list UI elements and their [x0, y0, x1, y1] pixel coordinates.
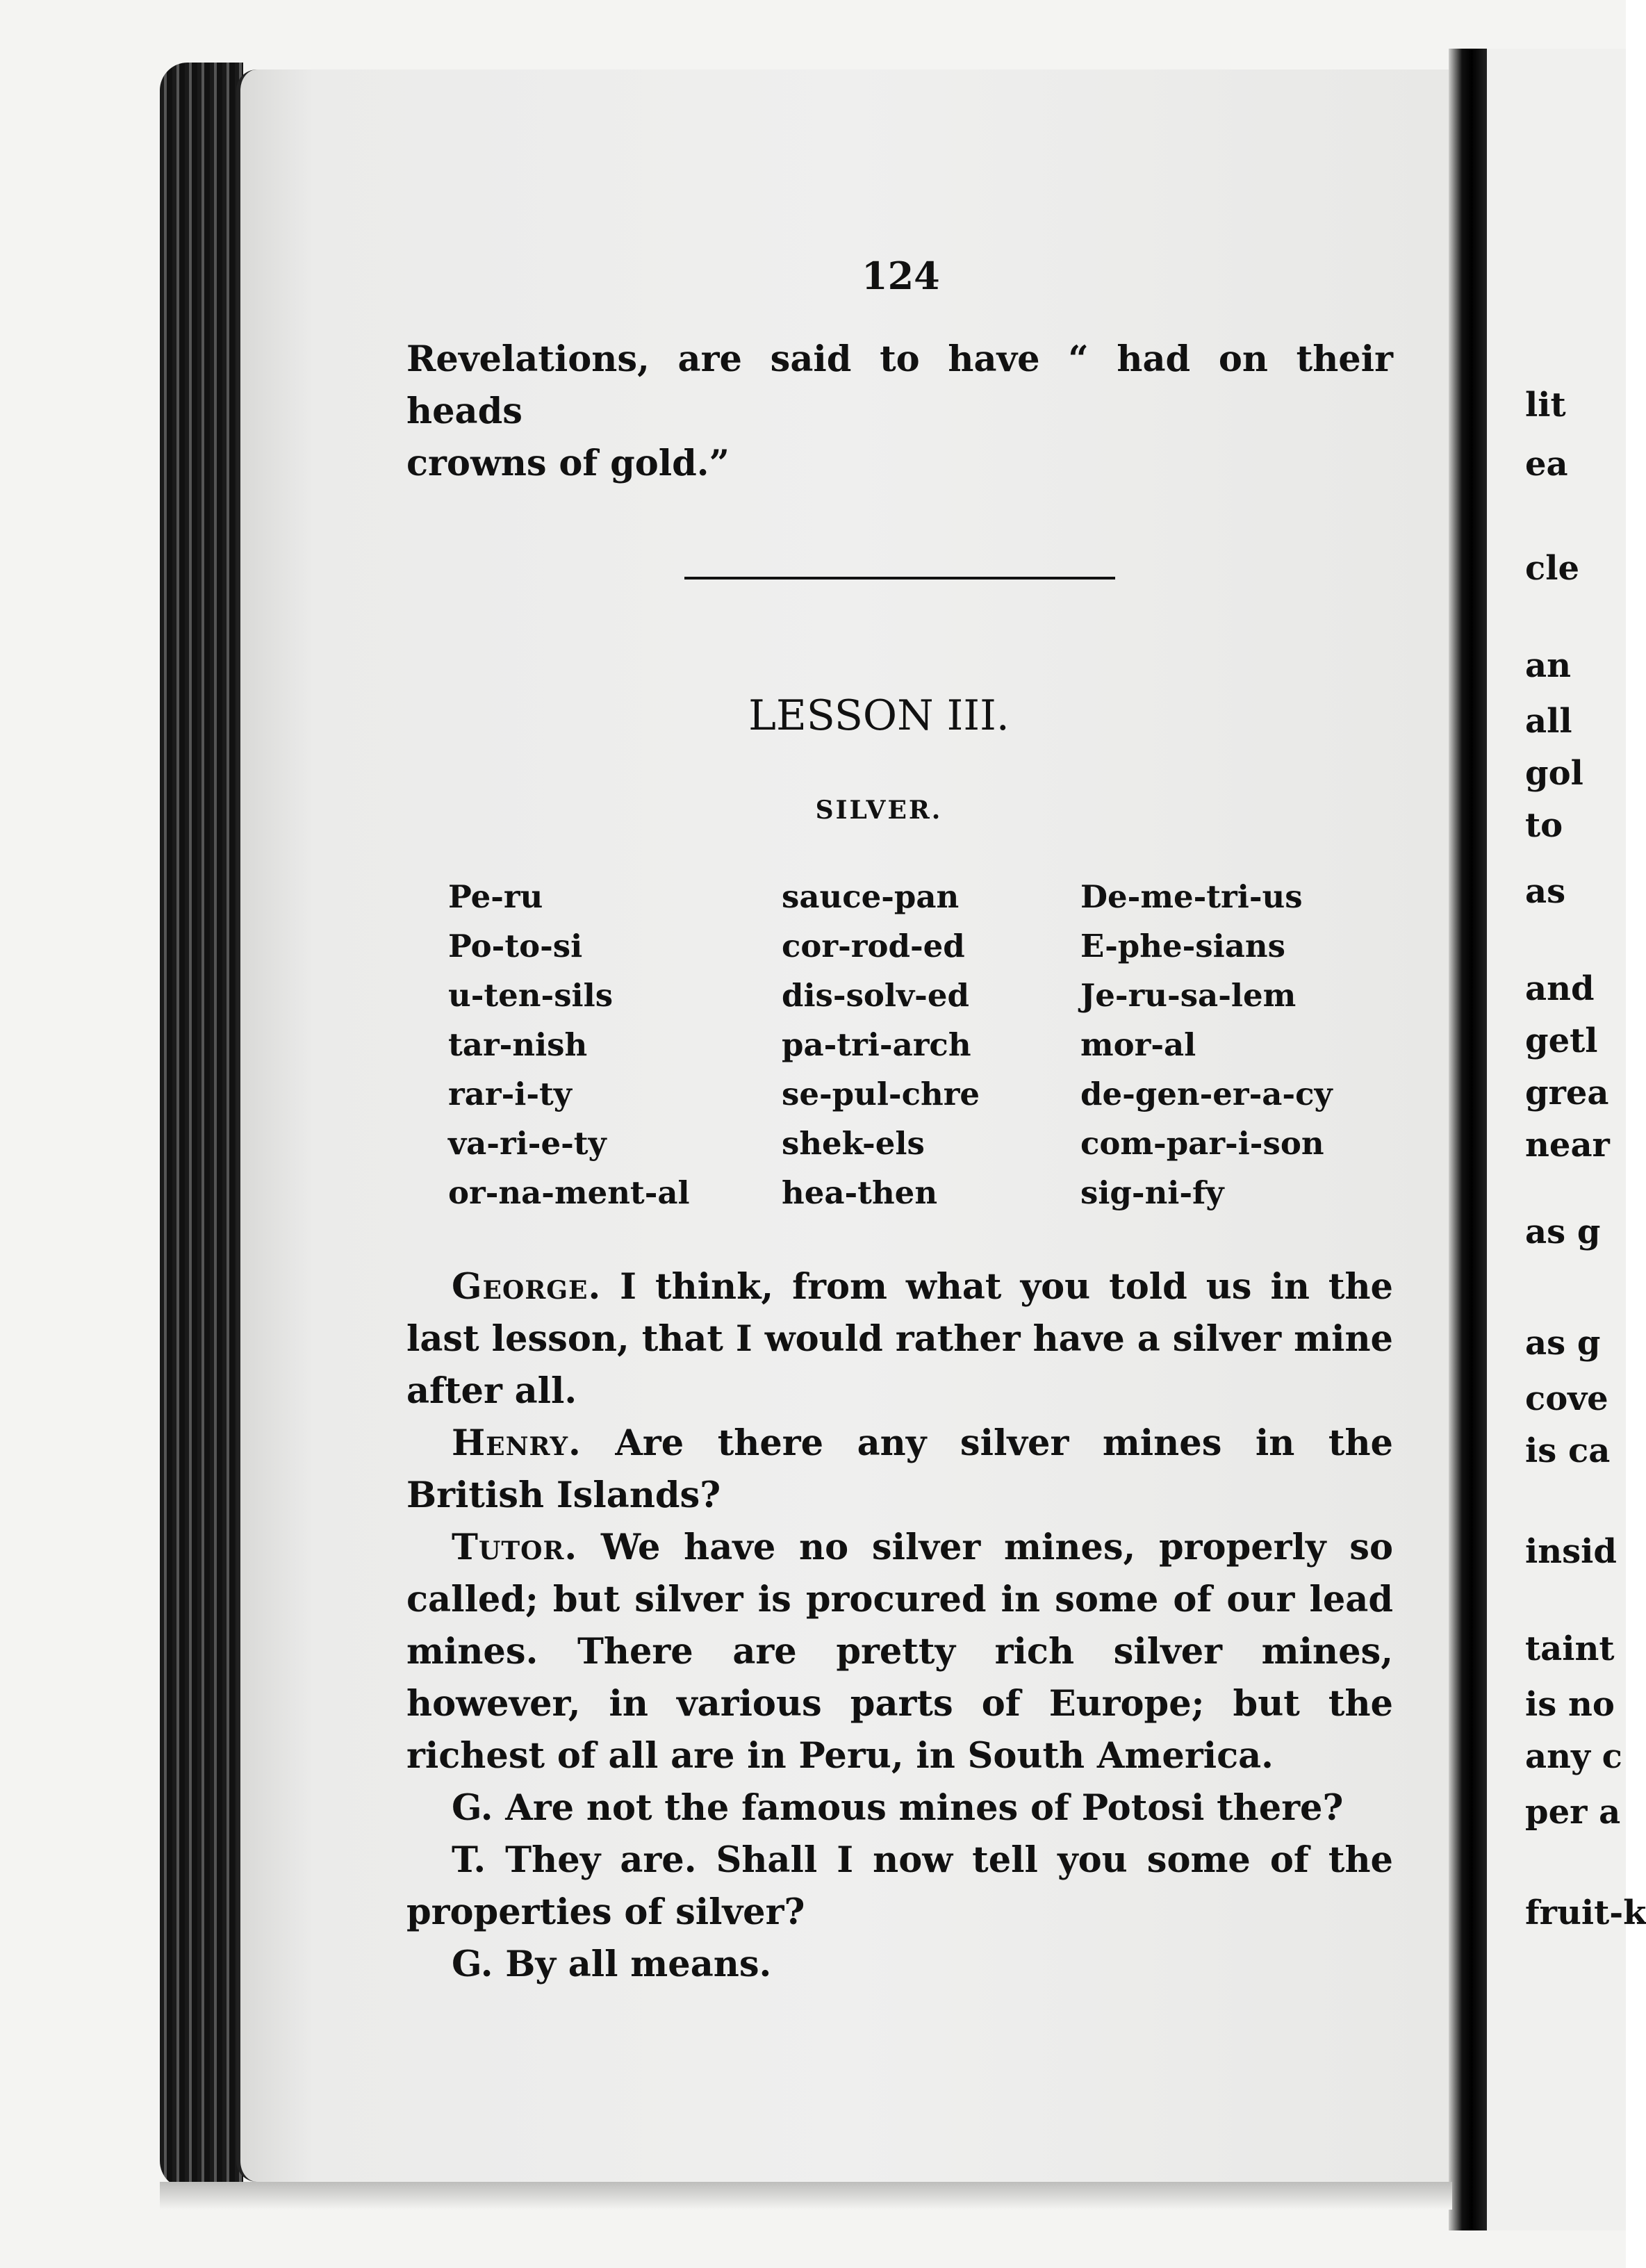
word: Pe-ru	[448, 878, 543, 915]
dialogue-text: I think, from what you told us in the last lesson, that I would rather have a silver mine after all.	[406, 1266, 1393, 1412]
word: se-pul-chre	[782, 1076, 980, 1112]
right-page-text-fragment: all	[1525, 702, 1572, 741]
right-page-text-fragment: insid	[1525, 1532, 1617, 1571]
right-page-text-fragment: is no	[1525, 1685, 1615, 1724]
opening-text	[406, 334, 1393, 490]
right-page-text-fragment: as g	[1525, 1213, 1601, 1251]
right-page-text-fragment: taint	[1525, 1629, 1615, 1668]
right-page-text-fragment: any c	[1525, 1737, 1622, 1776]
word: cor-rod-ed	[782, 928, 965, 964]
word: mor-al	[1080, 1026, 1196, 1063]
right-page-text-fragment: to	[1525, 806, 1563, 845]
word: dis-solv-ed	[782, 977, 969, 1014]
word: va-ri-e-ty	[448, 1125, 607, 1162]
word-column-3	[1080, 872, 1351, 1217]
section-divider	[684, 577, 1115, 580]
word-column-1	[448, 872, 782, 1217]
dialogue-paragraph	[406, 1522, 1393, 1782]
word: sig-ni-fy	[1080, 1174, 1224, 1211]
right-page-text-fragment: getl	[1525, 1021, 1598, 1060]
right-page-text-fragment: per a	[1525, 1793, 1621, 1832]
right-page-text-fragment: and	[1525, 969, 1595, 1008]
book-spine	[160, 63, 243, 2189]
right-page-text-fragment: is ca	[1525, 1431, 1611, 1470]
word: pa-tri-arch	[782, 1026, 971, 1063]
dialogue-paragraph	[406, 1418, 1393, 1522]
right-page-text-fragment: as g	[1525, 1324, 1601, 1363]
dialogue-text: G. Are not the famous mines of Potosi there?	[452, 1787, 1344, 1829]
spelling-word-list	[448, 872, 1351, 1217]
speaker-name: Tutor.	[452, 1527, 578, 1568]
lesson-subtitle: SILVER.	[815, 796, 943, 825]
right-page-text-fragment: lit	[1525, 386, 1566, 425]
right-page-text-fragment: gol	[1525, 754, 1583, 793]
dialogue-text: T. They are. Shall I now tell you some of the properties of silver?	[406, 1839, 1393, 1933]
word: shek-els	[782, 1125, 925, 1162]
word: de-gen-er-a-cy	[1080, 1076, 1333, 1112]
word: or-na-ment-al	[448, 1174, 690, 1211]
page-bottom-edge	[160, 2182, 1452, 2210]
word-column-2	[782, 872, 1080, 1217]
dialogue-text: We have no silver mines, properly so called; but silver is procured in some of our lead mines. There are pretty rich silver mines, however, in various parts of Europe; but the richest of all are in Peru, in South America.	[406, 1527, 1393, 1777]
right-page-text-fragment: cove	[1525, 1379, 1608, 1418]
page-gutter	[1449, 49, 1487, 2230]
word: Po-to-si	[448, 928, 583, 964]
dialogue-paragraph	[406, 1939, 1393, 1991]
lesson-title: LESSON III.	[748, 691, 1010, 740]
right-page-text-fragment: ea	[1525, 445, 1568, 484]
word: rar-i-ty	[448, 1076, 572, 1112]
right-page-text-fragment: near	[1525, 1126, 1610, 1165]
word: sauce-pan	[782, 878, 960, 915]
right-page	[1487, 49, 1646, 2230]
dialogue	[406, 1261, 1393, 1991]
right-page-text-fragment: grea	[1525, 1074, 1609, 1112]
dialogue-paragraph	[406, 1261, 1393, 1418]
right-page-text-fragment: cle	[1525, 549, 1579, 588]
dialogue-text: G. By all means.	[452, 1944, 772, 1985]
word: E-phe-sians	[1080, 928, 1285, 964]
dialogue-paragraph	[406, 1834, 1393, 1939]
dialogue-text: Are there any silver mines in the British Islands?	[406, 1422, 1393, 1516]
word: com-par-i-son	[1080, 1125, 1324, 1162]
word: u-ten-sils	[448, 977, 614, 1014]
page-number: 124	[862, 254, 940, 298]
right-page-text-fragment: fruit-k	[1525, 1893, 1646, 1932]
speaker-name: Henry.	[452, 1422, 582, 1464]
opening-line-2: crowns of gold.”	[406, 443, 730, 484]
word: tar-nish	[448, 1026, 588, 1063]
opening-line-1: Revelations, are said to have “ had on their heads	[406, 338, 1393, 432]
right-page-text-fragment: as	[1525, 872, 1566, 911]
speaker-name: George.	[452, 1266, 602, 1308]
word: De-me-tri-us	[1080, 878, 1303, 915]
right-page-text-fragment: an	[1525, 646, 1571, 685]
word: hea-then	[782, 1174, 938, 1211]
dialogue-paragraph	[406, 1782, 1393, 1834]
word: Je-ru-sa-lem	[1080, 977, 1297, 1014]
